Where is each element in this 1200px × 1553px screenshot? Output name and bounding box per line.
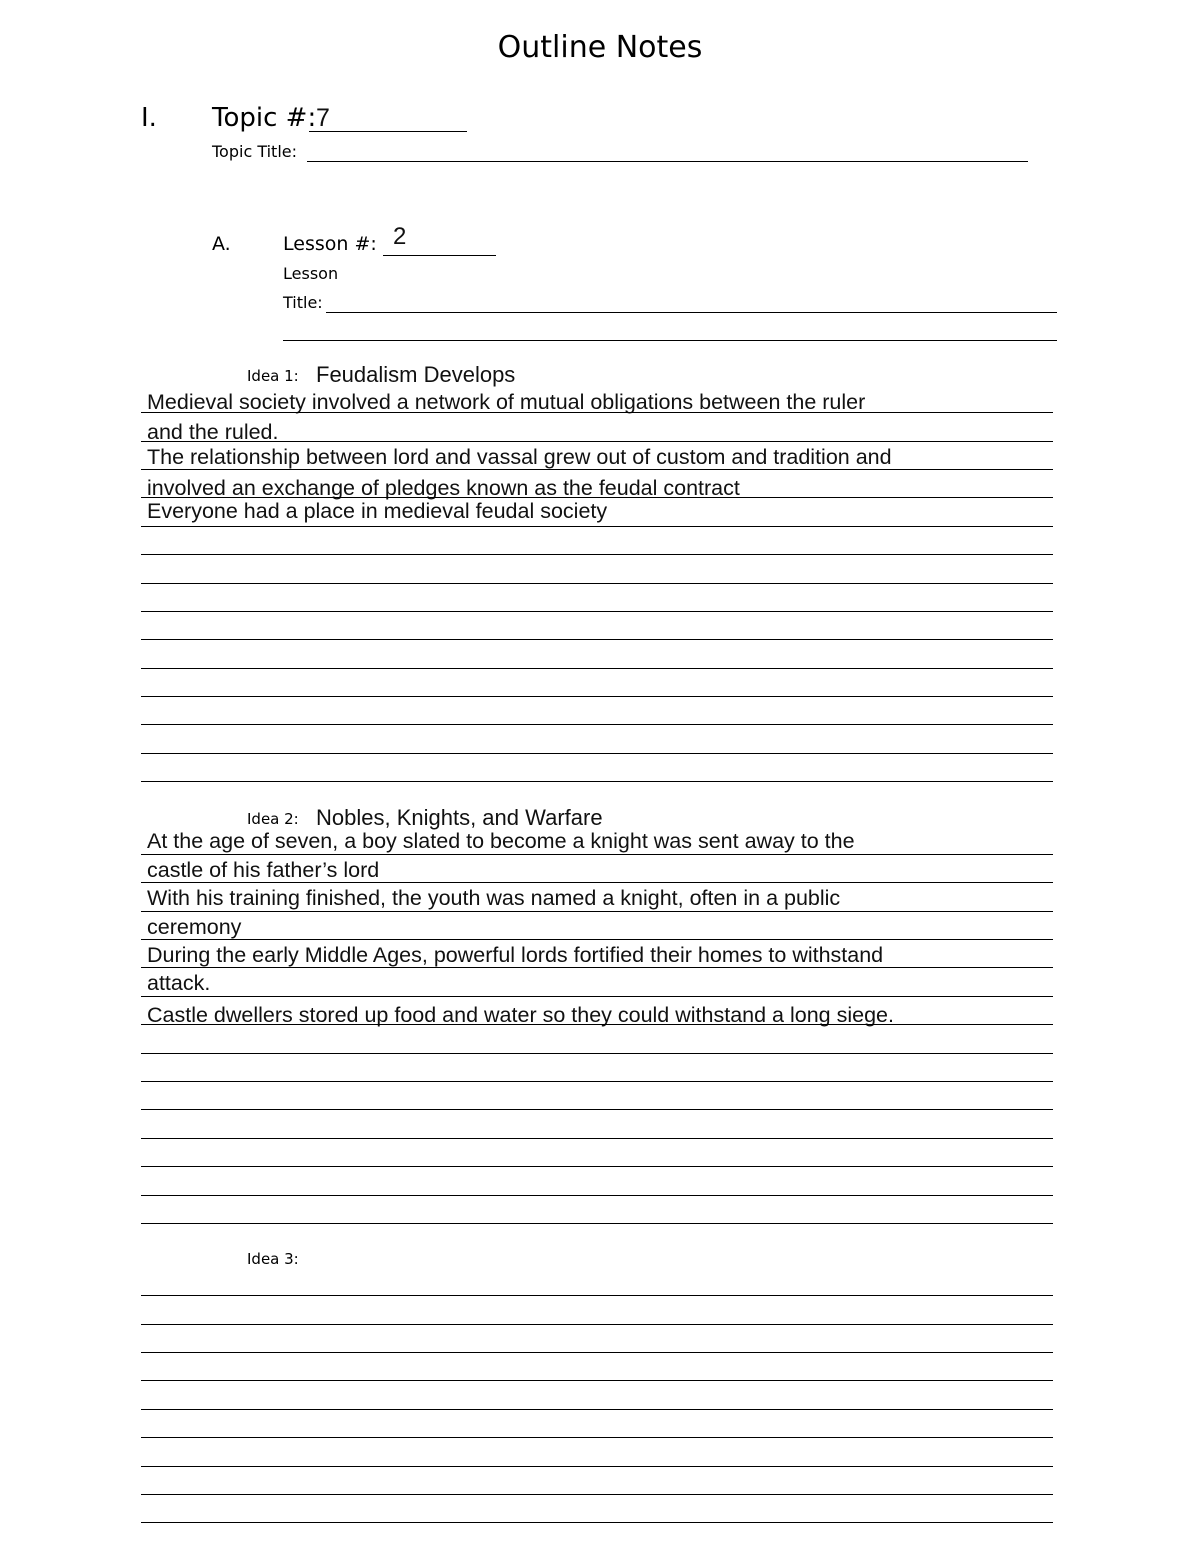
topic-number-value[interactable]: 7 <box>316 104 330 132</box>
idea-2-note-1: At the age of seven, a boy slated to become a knight was sent away to the <box>147 829 855 853</box>
topic-number-underline <box>309 131 467 132</box>
idea-3-line-3 <box>141 1352 1053 1353</box>
idea-1-note-1: Medieval society involved a network of mutual obligations between the ruler <box>147 390 866 414</box>
idea-1-line-3 <box>141 469 1053 470</box>
topic-title-label: Topic Title: <box>212 142 298 161</box>
idea-1-line-13 <box>141 753 1053 754</box>
idea-1-note-4: involved an exchange of pledges known as the feudal contract <box>147 476 740 500</box>
idea-2-line-10 <box>141 1109 1053 1110</box>
idea-1-line-9 <box>141 639 1053 640</box>
idea-2-label: Idea 2: <box>247 810 299 828</box>
lesson-title-field-continued[interactable] <box>283 340 1057 341</box>
idea-1-line-2 <box>141 441 1053 442</box>
idea-1-line-6 <box>141 554 1053 555</box>
idea-1-label: Idea 1: <box>247 367 299 385</box>
idea-2-note-7: Castle dwellers stored up food and water so they could withstand a long siege. <box>147 1003 894 1027</box>
idea-1-heading: Feudalism Develops <box>316 362 516 387</box>
idea-3-line-8 <box>141 1494 1053 1495</box>
idea-2-line-5 <box>141 967 1053 968</box>
page-title: Outline Notes <box>497 30 703 65</box>
idea-3-line-2 <box>141 1324 1053 1325</box>
idea-3-line-6 <box>141 1437 1053 1438</box>
idea-2-note-2: castle of his father’s lord <box>147 858 380 882</box>
idea-2-line-2 <box>141 882 1053 883</box>
idea-3-label: Idea 3: <box>247 1250 299 1268</box>
idea-1-note-3: The relationship between lord and vassal grew out of custom and tradition and <box>147 445 892 469</box>
topic-label: Topic #: <box>212 103 317 133</box>
idea-2-note-3: With his training finished, the youth was named a knight, often in a public <box>147 886 841 910</box>
lesson-title-field[interactable] <box>326 312 1057 313</box>
idea-1-line-5 <box>141 526 1053 527</box>
idea-3-line-1 <box>141 1295 1053 1296</box>
idea-1-line-11 <box>141 696 1053 697</box>
topic-numeral: I. <box>141 103 157 133</box>
idea-2-line-13 <box>141 1195 1053 1196</box>
idea-2-line-11 <box>141 1138 1053 1139</box>
idea-2-heading: Nobles, Knights, and Warfare <box>316 805 603 830</box>
lesson-title-label-line2: Title: <box>283 293 323 312</box>
idea-2-line-6 <box>141 996 1053 997</box>
idea-2-line-9 <box>141 1081 1053 1082</box>
idea-2-line-7 <box>141 1024 1053 1025</box>
idea-1-line-1 <box>141 412 1053 413</box>
idea-2-note-6: attack. <box>147 971 211 995</box>
idea-3-line-5 <box>141 1409 1053 1410</box>
lesson-label: Lesson #: <box>283 233 377 255</box>
idea-1-line-10 <box>141 668 1053 669</box>
idea-1-line-12 <box>141 724 1053 725</box>
idea-1-note-2: and the ruled. <box>147 420 279 444</box>
idea-3-line-9 <box>141 1522 1053 1523</box>
idea-1-line-8 <box>141 611 1053 612</box>
idea-2-note-5: During the early Middle Ages, powerful lords fortified their homes to withstand <box>147 943 884 967</box>
idea-2-line-1 <box>141 854 1053 855</box>
idea-2-line-8 <box>141 1053 1053 1054</box>
idea-2-line-14 <box>141 1223 1053 1224</box>
idea-2-note-4: ceremony <box>147 915 242 939</box>
lesson-number-value[interactable]: 2 <box>393 223 407 250</box>
lesson-number-underline <box>383 255 496 256</box>
idea-1-note-5: Everyone had a place in medieval feudal society <box>147 499 608 523</box>
topic-title-field[interactable] <box>307 161 1028 162</box>
idea-1-line-4 <box>141 497 1053 498</box>
idea-1-line-7 <box>141 583 1053 584</box>
idea-1-line-14 <box>141 781 1053 782</box>
lesson-letter: A. <box>212 233 231 255</box>
idea-3-line-7 <box>141 1466 1053 1467</box>
idea-3-line-4 <box>141 1380 1053 1381</box>
idea-2-line-3 <box>141 911 1053 912</box>
idea-2-line-12 <box>141 1166 1053 1167</box>
idea-2-line-4 <box>141 939 1053 940</box>
lesson-title-label-line1: Lesson <box>283 264 339 283</box>
